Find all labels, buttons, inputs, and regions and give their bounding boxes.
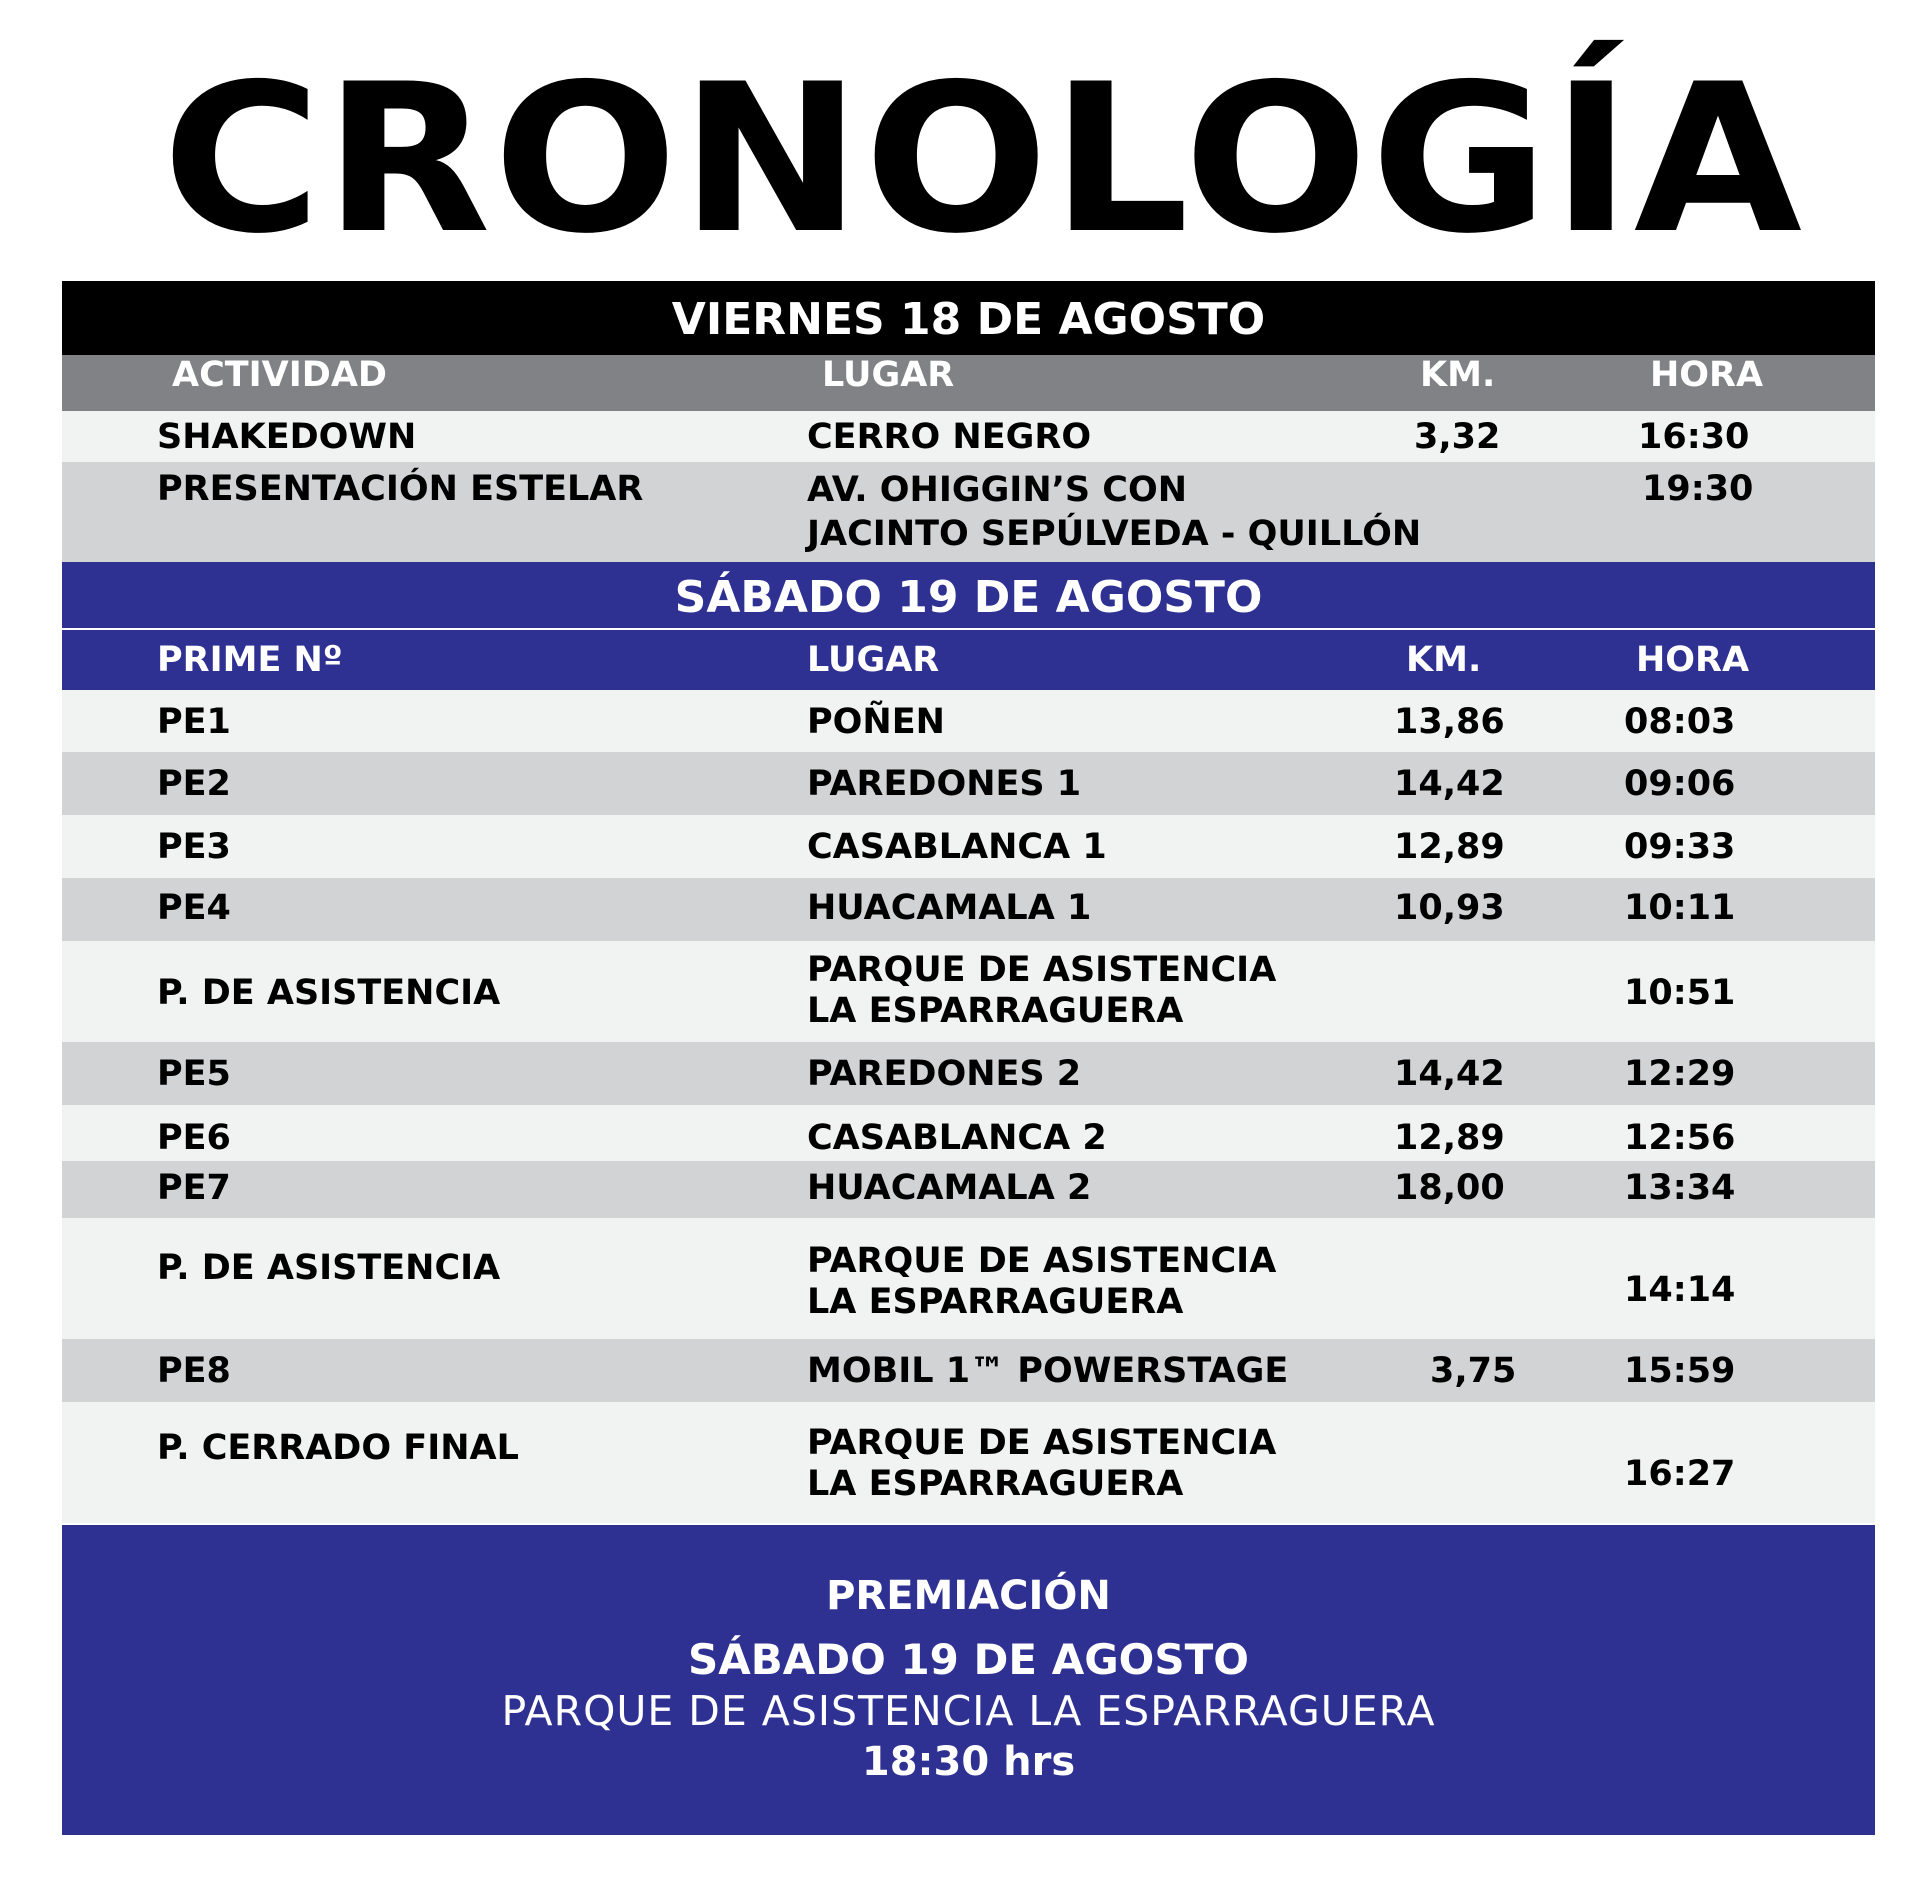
awards-title: PREMIACIÓN	[826, 1573, 1111, 1619]
km-cell: 14,42	[1394, 764, 1505, 804]
place-cell-line-2: LA ESPARRAGUERA	[807, 1282, 1184, 1322]
place-cell-line-2: LA ESPARRAGUERA	[807, 991, 1184, 1031]
table-row	[62, 1161, 1875, 1218]
place-cell: PAREDONES 2	[807, 1054, 1082, 1094]
activity-cell: PE6	[157, 1118, 231, 1158]
table-row	[62, 941, 1875, 1042]
activity-cell: PRESENTACIÓN ESTELAR	[157, 469, 644, 509]
schedule-table	[62, 281, 1875, 1523]
place-cell: PARQUE DE ASISTENCIA	[807, 950, 1277, 990]
activity-cell: PE5	[157, 1054, 231, 1094]
activity-cell: PE4	[157, 888, 231, 928]
table-row	[62, 1402, 1875, 1523]
km-cell: 12,89	[1394, 827, 1505, 867]
table-row	[62, 411, 1875, 462]
column-place: LUGAR	[822, 355, 955, 395]
place-cell: CASABLANCA 2	[807, 1118, 1107, 1158]
time-cell: 12:29	[1624, 1054, 1736, 1094]
time-cell: 09:06	[1624, 764, 1736, 804]
km-cell: 3,75	[1430, 1351, 1517, 1391]
column-time: HORA	[1636, 640, 1750, 680]
time-cell: 13:34	[1624, 1168, 1736, 1208]
activity-cell: P. DE ASISTENCIA	[157, 973, 501, 1013]
activity-cell: PE2	[157, 764, 231, 804]
place-cell: PARQUE DE ASISTENCIA	[807, 1423, 1277, 1463]
page-title: CRONOLOGÍA	[162, 41, 1805, 279]
place-cell: PARQUE DE ASISTENCIA	[807, 1241, 1277, 1281]
column-km: KM.	[1406, 640, 1482, 680]
time-cell: 10:11	[1624, 888, 1736, 928]
place-cell: MOBIL 1™ POWERSTAGE	[807, 1351, 1289, 1391]
awards-place: PARQUE DE ASISTENCIA LA ESPARRAGUERA	[501, 1687, 1436, 1735]
activity-cell: PE3	[157, 827, 231, 867]
table-row	[62, 1339, 1875, 1402]
time-cell: 19:30	[1642, 469, 1754, 509]
km-cell: 12,89	[1394, 1118, 1505, 1158]
place-cell: HUACAMALA 2	[807, 1168, 1092, 1208]
place-cell: PAREDONES 1	[807, 764, 1082, 804]
friday-heading: VIERNES 18 DE AGOSTO	[62, 281, 1875, 355]
activity-cell: PE8	[157, 1351, 231, 1391]
table-row	[62, 878, 1875, 941]
awards-time: 18:30 hrs	[861, 1739, 1076, 1785]
time-cell: 09:33	[1624, 827, 1736, 867]
place-cell: CERRO NEGRO	[807, 417, 1092, 457]
place-cell-line-2: LA ESPARRAGUERA	[807, 1464, 1184, 1504]
km-cell: 18,00	[1394, 1168, 1505, 1208]
column-place: LUGAR	[807, 640, 940, 680]
table-row	[62, 752, 1875, 815]
time-cell: 14:14	[1624, 1270, 1736, 1310]
column-activity: ACTIVIDAD	[172, 355, 387, 395]
km-cell: 3,32	[1414, 417, 1501, 457]
activity-cell: PE7	[157, 1168, 231, 1208]
activity-cell: SHAKEDOWN	[157, 417, 417, 457]
place-cell: POÑEN	[807, 702, 945, 742]
activity-cell: P. DE ASISTENCIA	[157, 1248, 501, 1288]
place-cell: CASABLANCA 1	[807, 827, 1107, 867]
column-km: KM.	[1420, 355, 1496, 395]
time-cell: 12:56	[1624, 1118, 1736, 1158]
friday-column-header	[62, 355, 1875, 411]
time-cell: 15:59	[1624, 1351, 1736, 1391]
table-row	[62, 815, 1875, 878]
place-cell: HUACAMALA 1	[807, 888, 1092, 928]
table-row	[62, 690, 1875, 752]
time-cell: 16:30	[1638, 417, 1750, 457]
place-cell-line-2: JACINTO SEPÚLVEDA - QUILLÓN	[807, 514, 1422, 554]
column-time: HORA	[1650, 355, 1764, 395]
awards-date: SÁBADO 19 DE AGOSTO	[688, 1635, 1249, 1684]
place-cell: AV. OHIGGIN’S CON	[807, 470, 1188, 510]
column-prime: PRIME Nº	[157, 640, 343, 680]
table-row	[62, 462, 1875, 562]
activity-cell: PE1	[157, 702, 231, 742]
time-cell: 08:03	[1624, 702, 1736, 742]
saturday-heading: SÁBADO 19 DE AGOSTO	[62, 562, 1875, 628]
table-row	[62, 1042, 1875, 1105]
saturday-column-header	[62, 628, 1875, 690]
km-cell: 13,86	[1394, 702, 1505, 742]
activity-cell: P. CERRADO FINAL	[157, 1428, 519, 1468]
time-cell: 16:27	[1624, 1454, 1736, 1494]
time-cell: 10:51	[1624, 973, 1736, 1013]
table-row	[62, 1105, 1875, 1161]
table-row	[62, 1218, 1875, 1339]
km-cell: 10,93	[1394, 888, 1505, 928]
awards-panel	[62, 1525, 1875, 1835]
km-cell: 14,42	[1394, 1054, 1505, 1094]
